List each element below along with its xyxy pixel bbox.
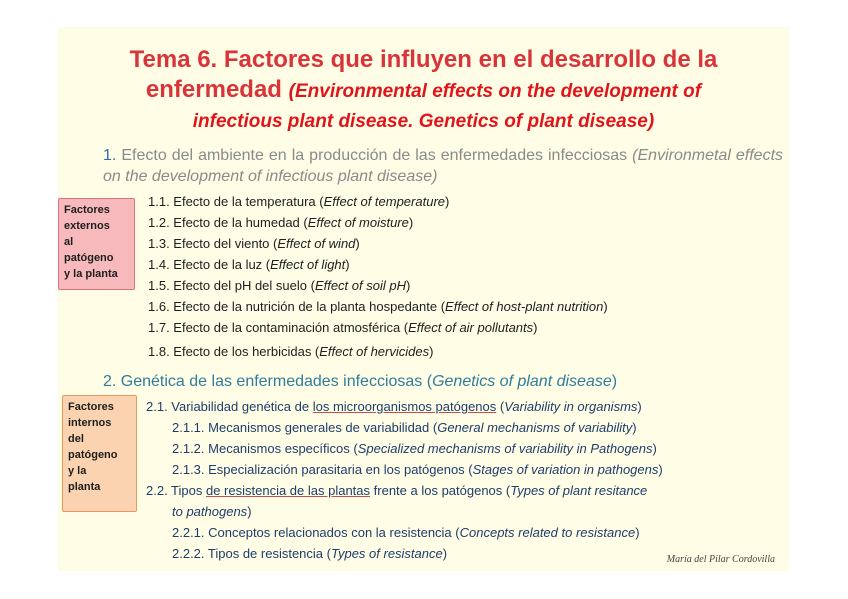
title-english-1: (Environmental effects on the development of (288, 81, 702, 102)
title-main-word: enfermedad (145, 76, 282, 103)
section-1-text: Efecto del ambiente en la producción de las enfermedades infecciosas (121, 147, 628, 164)
list-item: to pathogens) (172, 504, 252, 519)
list-item: 1.8. Efecto de los herbicidas (Effect of hervicides) (148, 344, 434, 359)
list-item: 1.3. Efecto del viento (Effect of wind) (148, 236, 360, 251)
list-item: 1.4. Efecto de la luz (Effect of light) (148, 257, 350, 272)
section-1-number: 1. (103, 147, 117, 164)
list-item: 2.2. Tipos de resistencia de las plantas frente a los patógenos (Types of plant resitance (146, 483, 648, 498)
list-item: 1.6. Efecto de la nutrición de la planta hospedante (Effect of host-plant nutrition) (148, 299, 608, 314)
list-item: 1.2. Efecto de la humedad (Effect of moisture) (148, 215, 414, 230)
list-item: 2.1.1. Mecanismos generales de variabilidad (General mechanisms of variability) (172, 420, 637, 435)
title-english-2: infectious plant disease. Genetics of plant disease) (192, 111, 655, 132)
internal-factors-box: Factores internos del patógeno y la planta (62, 395, 137, 512)
list-item: 2.1.2. Mecanismos específicos (Specialized mechanisms of variability in Pathogens) (172, 441, 657, 456)
slide (58, 27, 789, 571)
list-item: 2.1.3. Especialización parasitaria en los patógenos (Stages of variation in pathogens) (172, 462, 663, 477)
list-item: 1.1. Efecto de la temperatura (Effect of temperature) (148, 194, 450, 209)
external-factors-box: Factores externos al patógeno y la planta (58, 198, 135, 290)
list-item: 1.7. Efecto de la contaminación atmosférica (Effect of air pollutants) (148, 320, 538, 335)
section-2-heading: 2. Genética de las enfermedades infecciosas (Genetics of plant disease) (103, 373, 618, 390)
list-item: 1.5. Efecto del pH del suelo (Effect of soil pH) (148, 278, 411, 293)
title-line-1: Tema 6. Factores que influyen en el desarrollo de la (129, 46, 718, 73)
list-item: 2.2.1. Conceptos relacionados con la resistencia (Concepts related to resistance) (172, 525, 640, 540)
list-section-1 (148, 191, 608, 362)
title-line-2 (58, 75, 789, 107)
slide-title (58, 45, 789, 137)
list-item: 2.1. Variabilidad genética de los microorganismos patógenos (Variability in organisms) (146, 399, 642, 414)
section-1-english: (Environmetal effects on the development of infectious plant disease) (103, 147, 784, 185)
section-1-heading (103, 145, 783, 187)
author-signature: María del Pilar Cordovilla (666, 554, 775, 565)
list-item: 2.2.2. Tipos de resistencia (Types of resistance) (172, 546, 448, 561)
list-section-2 (146, 396, 663, 564)
